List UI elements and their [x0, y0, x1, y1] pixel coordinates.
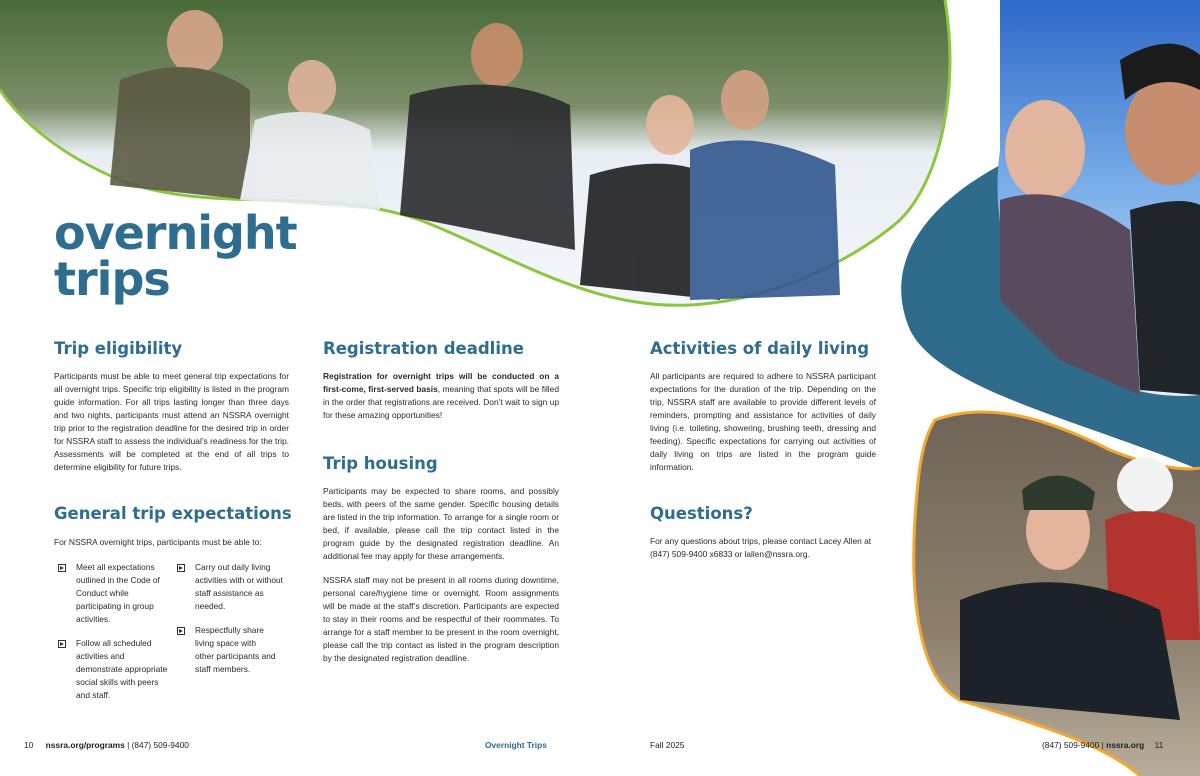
eligibility-heading: Trip eligibility [54, 339, 183, 358]
checkbox-icon [58, 640, 66, 648]
general-heading: General trip expectations [54, 504, 292, 523]
registration-heading: Registration deadline [323, 339, 524, 358]
registration-body [323, 370, 559, 422]
footer-left [24, 740, 189, 750]
bullet-item: Respectfully share living space with other participants and staff members. [195, 625, 276, 674]
eligibility-body: Participants must be able to meet general trip expectations for all overnight trips. Specific trip eligibility is listed in the program guide information. For all trips lasting longer than three days and two nights, participants must attend an NSSRA overnight trip prior to the registration deadline for the desired trip in order for NSSRA staff to assess the individual’s readiness for the trip. Assessments will be completed at the end of all trips to determine eligibility for future trips. [54, 371, 289, 472]
page-number-left: 10 [24, 740, 34, 750]
bullet-item: Meet all expectations outlined in the Code of Conduct while participating in group activities. [76, 562, 160, 624]
checkbox-icon [177, 564, 185, 572]
footer-season: Fall 2025 [650, 740, 685, 750]
checkbox-icon [177, 627, 185, 635]
footer-url-right[interactable]: nssra.org [1106, 740, 1145, 750]
adl-heading: Activities of daily living [650, 339, 870, 358]
housing-body-2: NSSRA staff may not be present in all rooms during downtime, personal care/hygiene time or overnight. Room assignments will be made at the staff’s discretion. Participants are expected to stay in their rooms and be respectful of their roommates. To arrange for a staff member to be present in the room overnight, please call the trip contact as listed in the program description by the designated registration deadline. [323, 575, 559, 663]
footer-section-title: Overnight Trips [485, 740, 547, 750]
housing-heading: Trip housing [323, 454, 438, 473]
housing-body-1: Participants may be expected to share rooms, and possibly beds, with peers of the same gender. Specific housing details are listed in the trip information. To arrange for a single room or bed, if available, please call the trip contact listed in the program guide by the designated registration deadline. An additional fee may apply for these arrangements. [323, 486, 559, 561]
checkbox-icon [58, 564, 66, 572]
questions-heading: Questions? [650, 504, 753, 523]
footer-url-left[interactable]: nssra.org/programs [45, 740, 125, 750]
bullet-item: Carry out daily living activities with or without staff assistance as needed. [195, 562, 283, 611]
page-number-right: 11 [1154, 740, 1164, 750]
questions-body: For any questions about trips, please contact Lacey Allen at (847) 509-9400 x6833 or lallen@nssra.org. [650, 536, 872, 559]
footer-phone-right: (847) 509-9400 | [1042, 740, 1107, 750]
registration-body-rest: , meaning that spots will be filled in the order that registrations are received. Don’t wait to sign up for these amazing opportunities! [323, 384, 559, 420]
page-title-line1: overnight [54, 206, 297, 260]
footer-right [1042, 740, 1163, 750]
registration-body-bold: Registration for overnight trips will be conducted on a first-come, first-served basis [323, 371, 559, 394]
bullet-item: Follow all scheduled activities and demonstrate appropriate social skills with peers and staff. [76, 638, 168, 700]
footer-phone-left: | (847) 509-9400 [124, 740, 189, 750]
page-title [54, 206, 297, 306]
adl-body: All participants are required to adhere to NSSRA participant expectations for the duration of the trip. Depending on the trip, NSSRA staff are available to provide different levels of reminders, prompting and assistance for activities of daily living (i.e. toileting, showering, brushing teeth, dressing and feeding). Specific expectations for carrying out activities of daily living on trips are listed in the program guide information. [650, 371, 876, 472]
general-intro: For NSSRA overnight trips, participants must be able to: [54, 537, 262, 547]
page-title-line2: trips [54, 252, 170, 306]
